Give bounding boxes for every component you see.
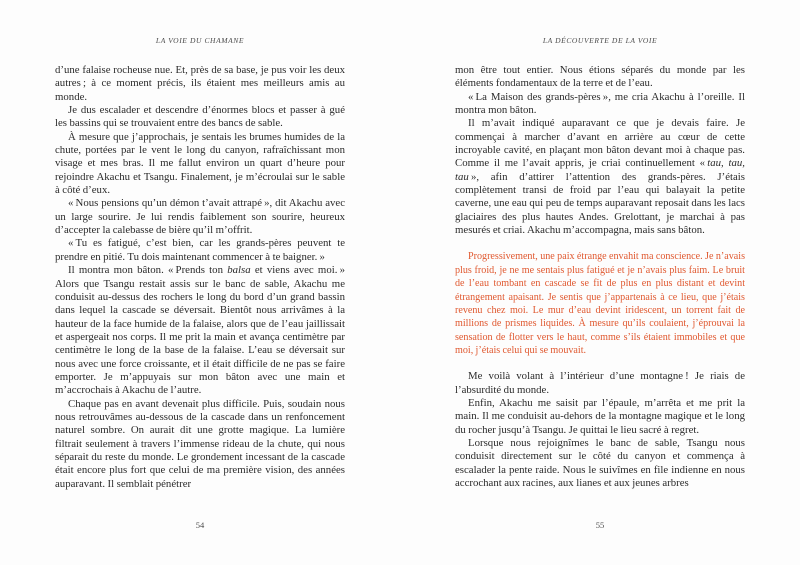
- right-running-header: LA DÉCOUVERTE DE LA VOIE: [542, 36, 658, 45]
- paragraph: Enfin, Akachu me saisit par l’épaule, m’arrêta et me prit la main. Il me conduisit au-dehors de la montagne magique et le long du rocher jusqu’à Tsangu. Je quittai le lieu sacré à regret.: [455, 396, 745, 436]
- paragraph: « Tu es fatigué, c’est bien, car les grands-pères peuvent te prendre en pitié. Tu dois maintenant commencer à te baigner. »: [55, 237, 345, 263]
- paragraph: d’une falaise rocheuse nue. Et, près de sa base, je pus voir les deux autres ; à ce moment précis, ils étaient mes meilleurs amis au monde.: [55, 64, 345, 103]
- paragraph: Lorsque nous rejoignîmes le banc de sable, Tsangu nous conduisit directement sur le côté du canyon et commença à escalader la pente raide. Nous le suivîmes en file indienne en nous accrochant aux racines, aux lianes et aux jeunes arbres: [455, 436, 745, 489]
- paragraph: À mesure que j’approchais, je sentais les brumes humides de la chute, portées par le vent le long du canyon, rafraîchissant mon visage et mes bras. Il me fallut environ un quart d’heure pour rejoindre Akachu et Tsangu. Finalement, je m’écroulai sur le sable à côté d’eux.: [55, 130, 345, 197]
- italic-phrase: balsa: [227, 264, 251, 277]
- italic-phrase: tau, tau, tau: [455, 157, 745, 183]
- right-page: [400, 0, 800, 565]
- left-page-number: 54: [195, 520, 205, 530]
- paragraph: Chaque pas en avant devenait plus difficile. Puis, soudain nous nous retrouvâmes au-dessous de la cascade dans un renfoncement naturel sombre. On aurait dit une grotte magique. La lumière filtrait seulement à travers l’immense rideau de la chute, qui nous séparait du reste du monde. Le grondement incessant de la cascade était encore plus fort que celui de ma première vision, des années auparavant. Il semblait pénétrer: [55, 397, 345, 490]
- right-page-number: 55: [595, 520, 605, 530]
- paragraph: Je dus escalader et descendre d’énormes blocs et passer à gué les bassins qui se trouvaient entre des bancs de sable.: [55, 104, 345, 130]
- paragraph: Il montra mon bâton. « Prends ton balsa et viens avec moi. » Alors que Tsangu restait assis sur le banc de sable, Akachu me conduisit au-dessus des rochers le long du bord d’un grand bassin dans lequel la cascade se déversait. Bientôt nous arrivâmes à la hauteur de la face humide de la falaise, alors que de l’eau jaillissait et aspergeait nos corps. Il me prit la main et avança centimètre par centimètre le long de la base de la falaise. L’eau se déversait sur nous avec une force croissante, et il était difficile de ne pas se faire emporter. Je m’appuyais sur mon bâton avec une main et m’accrochais à Akachu de l’autre.: [55, 264, 345, 397]
- paragraph: Il m’avait indiqué auparavant ce que je devais faire. Je commençai à marcher d’avant en arrière au cœur de cette incroyable cavité, en plaçant mon bâton devant moi à chaque pas. Comme il me l’avait appris, je criai continuellement « tau, tau, tau », afin d’attirer l’attention des grands-pères. J’étais complètement transi de froid par l’eau qui balayait la petite caverne, une eau qui peu de temps auparavant reposait dans les lacs glaciaires des plus hautes Andes. Grelottant, je marchai à pas mesurés et criai. Akachu m’accompagna, mais sans bâton.: [455, 117, 745, 237]
- right-text-column: [455, 64, 745, 490]
- paragraph: « Nous pensions qu’un démon t’avait attrapé », dit Akachu avec un large sourire. Je lui rendis faiblement son sourire, heureux d’accepter la calebasse de bière qu’il m’offrit.: [55, 197, 345, 237]
- left-text-column: [55, 64, 345, 491]
- left-running-header: LA VOIE DU CHAMANE: [155, 36, 245, 45]
- paragraph: « La Maison des grands-pères », me cria Akachu à l’oreille. Il montra mon bâton.: [455, 90, 745, 117]
- paragraph: mon être tout entier. Nous étions séparés du monde par les éléments fondamentaux de la terre et de l’eau.: [455, 64, 745, 90]
- paragraph: Me voilà volant à l’intérieur d’une montagne ! Je riais de l’absurdité du monde.: [455, 370, 745, 396]
- accent-paragraph: Progressivement, une paix étrange envahit ma conscience. Je n’avais plus froid, je ne me sentais plus fatigué et je n’avais plus faim. Le bruit de l’eau tombant en cascade se fit de plus en plus distant et devint étrangement apaisant. Je sentis que j’appartenais à ce lieu, que j’étais revenu chez moi. Le mur d’eau devint iridescent, un torrent fait de millions de prismes liquides. À mesure qu’ils coulaient, j’éprouvai la sensation de flotter vers le haut, comme s’ils étaient immobiles et que moi, j’étais celui qui se mouvait.: [455, 251, 745, 356]
